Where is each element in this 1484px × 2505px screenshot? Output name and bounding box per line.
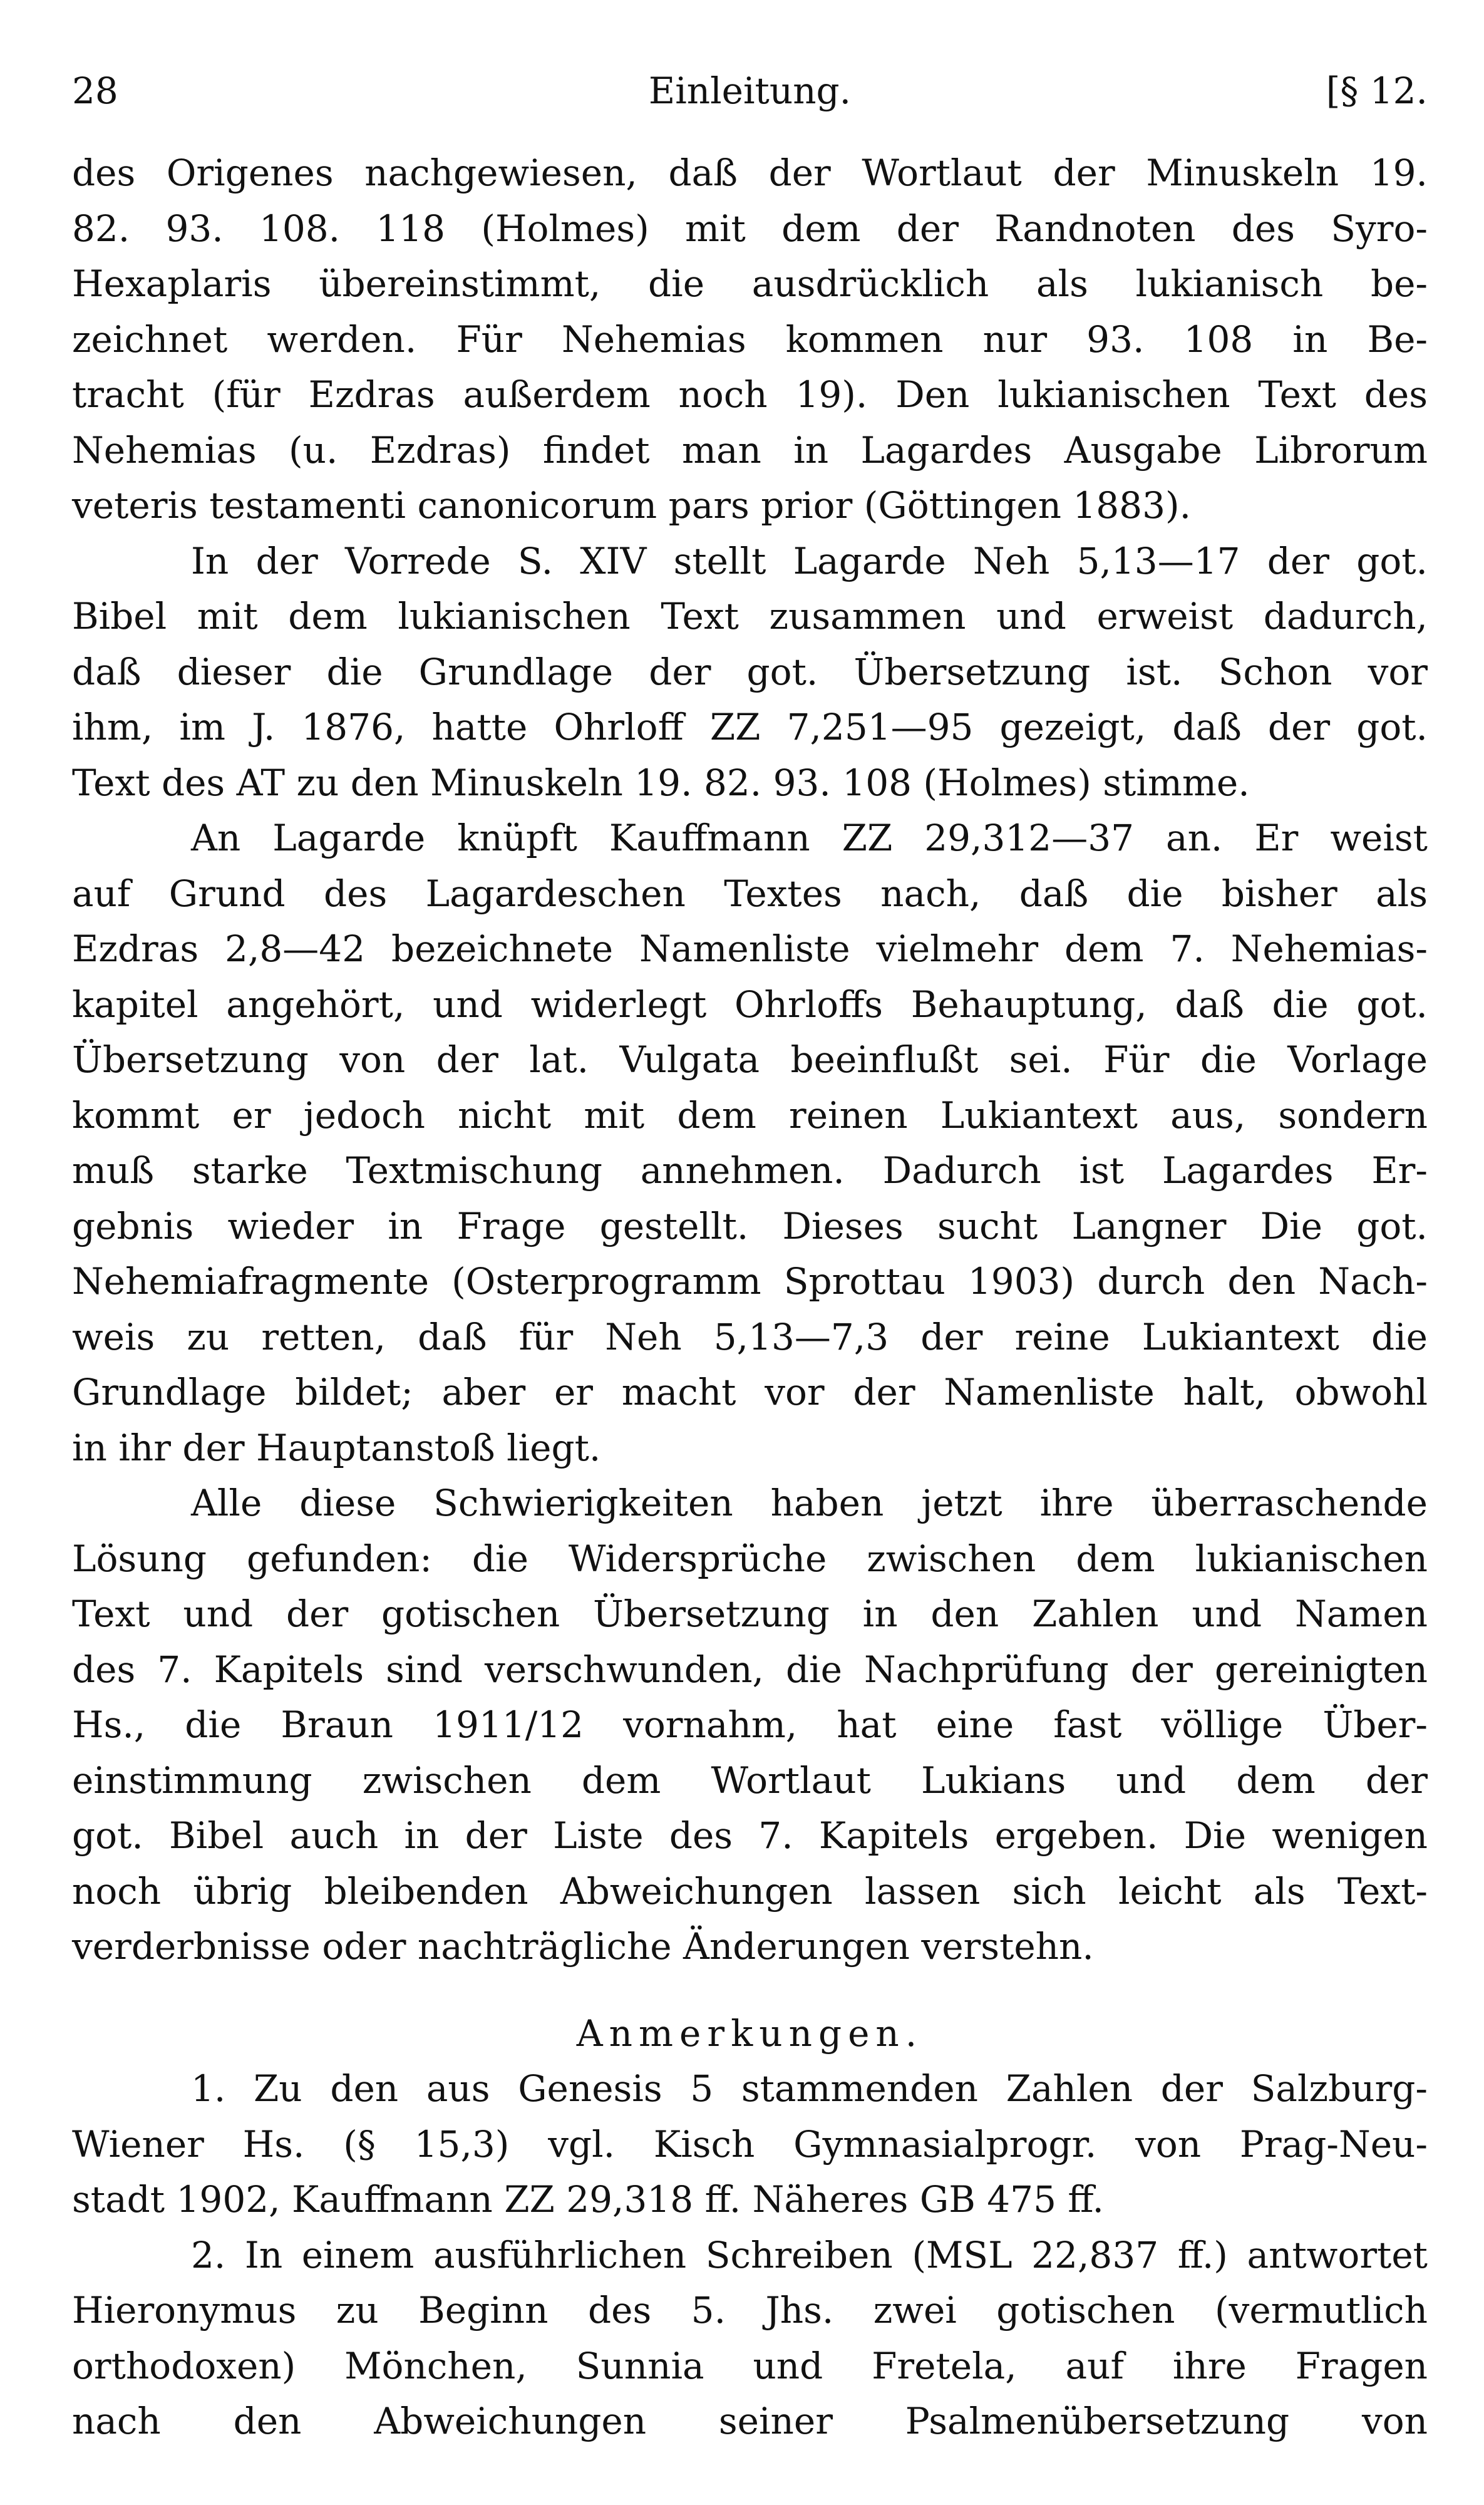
text-line: verderbnisse oder nachträgliche Änderungen verstehn.	[72, 1925, 1094, 1968]
text-line: des Origenes nachgewiesen, daß der Wortlaut der Minuskeln 19.	[72, 152, 1428, 194]
text-line: in ihr der Hauptanstoß liegt.	[72, 1426, 601, 1469]
text-line: daß dieser die Grundlage der got. Übersetzung ist. Schon vor	[72, 650, 1428, 693]
text-line: gebnis wieder in Frage gestellt. Dieses sucht Langner Die got.	[72, 1204, 1428, 1247]
page-number: 28	[72, 70, 118, 112]
text-line: Nehemiafragmente (Osterprogramm Sprottau 1903) durch den Nach-	[72, 1260, 1428, 1303]
text-line: Ezdras 2,8—42 bezeichnete Namenliste vielmehr dem 7. Nehemias-	[72, 927, 1428, 970]
note-line: Hieronymus zu Beginn des 5. Jhs. zwei gotischen (vermutlich	[72, 2289, 1428, 2332]
paragraph	[72, 534, 1428, 811]
text-line: kapitel angehört, und widerlegt Ohrloffs Behauptung, daß die got.	[72, 983, 1428, 1026]
text-line: des 7. Kapitels sind verschwunden, die Nachprüfung der gereinigten	[72, 1648, 1428, 1691]
spacer	[72, 1975, 1428, 2006]
note-line: nach den Abweichungen seiner Psalmenübersetzung von	[72, 2400, 1428, 2442]
text-line: auf Grund des Lagardeschen Textes nach, daß die bisher als	[72, 872, 1428, 915]
running-title: Einleitung.	[648, 70, 852, 112]
note	[72, 2061, 1428, 2228]
text-line: einstimmung zwischen dem Wortlaut Lukians und dem der	[72, 1759, 1428, 1802]
text-line: Text des AT zu den Minuskeln 19. 82. 93. 108 (Holmes) stimme.	[72, 761, 1250, 804]
text-line: Hs., die Braun 1911/12 vornahm, hat eine fast völlige Über-	[72, 1703, 1428, 1746]
text-line: weis zu retten, daß für Neh 5,13—7,3 der reine Lukiantext die	[72, 1315, 1428, 1358]
text-line: Nehemias (u. Ezdras) findet man in Lagardes Ausgabe Librorum	[72, 428, 1428, 472]
section-marker: [§ 12.	[1326, 70, 1428, 112]
text-line: Alle diese Schwierigkeiten haben jetzt ihre überraschende	[191, 1482, 1428, 1524]
note-line: Wiener Hs. (§ 15,3) vgl. Kisch Gymnasialprogr. von Prag-Neu-	[72, 2122, 1428, 2166]
text-line: Text und der gotischen Übersetzung in den Zahlen und Namen	[72, 1593, 1428, 1635]
note-line: 2. In einem ausführlichen Schreiben (MSL 22,837 ff.) antwortet	[191, 2233, 1428, 2276]
text-line: Lösung gefunden: die Widersprüche zwischen dem lukianischen	[72, 1537, 1428, 1580]
paragraph	[72, 145, 1428, 534]
notes-heading: Anmerkungen.	[576, 2012, 924, 2055]
body-text	[72, 145, 1428, 2449]
text-line: kommt er jedoch nicht mit dem reinen Lukiantext aus, sondern	[72, 1093, 1428, 1137]
text-line: Übersetzung von der lat. Vulgata beeinflußt sei. Für die Vorlage	[72, 1038, 1428, 1081]
note-line: 1. Zu den aus Genesis 5 stammenden Zahlen der Salzburg-	[191, 2067, 1428, 2110]
note	[72, 2228, 1428, 2449]
text-line: Bibel mit dem lukianischen Text zusammen und erweist dadurch,	[72, 595, 1428, 638]
text-line: got. Bibel auch in der Liste des 7. Kapitels ergeben. Die wenigen	[72, 1814, 1428, 1857]
text-line: muß starke Textmischung annehmen. Dadurch ist Lagardes Er-	[72, 1149, 1428, 1192]
running-header	[72, 63, 1428, 119]
text-line: 82. 93. 108. 118 (Holmes) mit dem der Randnoten des Syro-	[72, 207, 1428, 250]
paragraph	[72, 810, 1428, 1475]
text-line: In der Vorrede S. XIV stellt Lagarde Neh 5,13—17 der got.	[191, 539, 1428, 582]
text-line: Hexaplaris übereinstimmt, die ausdrücklich als lukianisch be-	[72, 262, 1428, 305]
note-line: orthodoxen) Mönchen, Sunnia und Fretela, auf ihre Fragen	[72, 2344, 1428, 2387]
text-line: tracht (für Ezdras außerdem noch 19). Den lukianischen Text des	[72, 373, 1428, 416]
text-line: An Lagarde knüpft Kauffmann ZZ 29,312—37 an. Er weist	[191, 817, 1428, 859]
paragraph	[72, 1475, 1428, 1975]
text-line: Grundlage bildet; aber er macht vor der Namenliste halt, obwohl	[72, 1371, 1428, 1413]
text-line: noch übrig bleibenden Abweichungen lassen sich leicht als Text-	[72, 1869, 1428, 1913]
text-line: ihm, im J. 1876, hatte Ohrloff ZZ 7,251—95 gezeigt, daß der got.	[72, 706, 1428, 748]
note-line: stadt 1902, Kauffmann ZZ 29,318 ff. Näheres GB 475 ff.	[72, 2178, 1104, 2221]
text-line: veteris testamenti canonicorum pars prior (Göttingen 1883).	[72, 484, 1192, 527]
text-line: zeichnet werden. Für Nehemias kommen nur 93. 108 in Be-	[72, 318, 1428, 361]
